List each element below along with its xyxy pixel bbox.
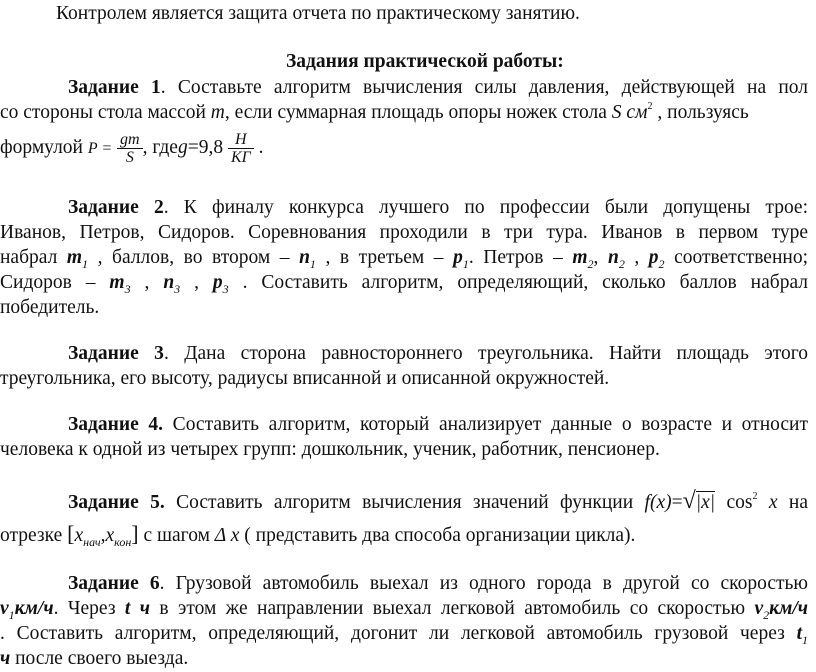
task6-label: Задание 6	[68, 573, 160, 594]
task1-line2: со стороны стола массой m, если суммарная площадь опоры ножек стола S $см^2$ , пользуясь	[0, 101, 749, 123]
task1-label: Задание 1	[68, 77, 161, 98]
sqrt-icon: √	[682, 488, 696, 514]
task3-line1: Задание 3. Дана сторона равностороннего треугольника. Найти площадь этого	[68, 343, 808, 364]
task2-line2: Иванов, Петров, Сидоров. Соревнования проходили в три тура. Иванов в первом туре	[0, 222, 808, 243]
pressure-formula-lhs: P =	[87, 140, 113, 157]
task2-line5: победитель.	[0, 297, 100, 318]
task5-label: Задание 5.	[68, 492, 165, 513]
task2-line4: Сидоров – $m_3$ , $n_3$ , $p_3$ . Составить алгоритм, определяющий, сколько баллов набрал	[0, 272, 808, 296]
task1-line1: Задание 1. Составьте алгоритм вычисления силы давления, действующей на пол	[68, 77, 808, 98]
task6-line3: . Составить алгоритм, определяющий, догонит ли легковой автомобиль грузовой через $t_1$	[0, 623, 808, 647]
task6-line1: Задание 6. Грузовой автомобиль выехал из одного города в другой со скоростью	[68, 573, 808, 594]
task6-line2: $v_1км/ч$. Через t ч в этом же направлении выехал легковой автомобиль со скоростью $v_2км/ч$	[0, 598, 808, 622]
pressure-formula-fraction: $\frac{gm}{S}$	[117, 131, 143, 166]
unit-fraction: $\frac{Н}{КГ}$	[228, 131, 254, 166]
task3-label: Задание 3	[68, 343, 164, 364]
task5-line1: Задание 5. Составить алгоритм вычисления значений функции f(x)=√|x| $\cos^2 x$ на	[68, 488, 809, 514]
task3-line2: треугольника, его высоту, радиусы вписанной и описанной окружностей.	[0, 368, 610, 389]
task5-line2: отрезке $[x_{нач},x_{кон}]$ с шагом Δ x ( представить два способа организации цикла).	[0, 521, 636, 549]
task4-label: Задание 4.	[68, 414, 164, 435]
control-line: Контролем является защита отчета по практическому занятию.	[56, 3, 580, 24]
task2-label: Задание 2	[68, 197, 164, 218]
page-title: Задания практической работы:	[286, 51, 564, 72]
task2-line1: Задание 2. К финалу конкурса лучшего по профессии были допущены трое:	[68, 197, 808, 218]
delta-x: Δ x	[214, 525, 240, 546]
task2-line3: набрал $m_1$ , баллов, во втором – $n_1$ , в третьем – $p_1$. Петров – $m_2$, $n_2$ , $p_2$ соответственно;	[0, 247, 808, 271]
task4-line1: Задание 4. Составить алгоритм, который анализирует данные о возрасте и относит	[68, 414, 808, 435]
task1-line3: формулой P = $\frac{gm}{S}$ , гдеg=9,8 $\frac{Н}{КГ}$ .	[0, 131, 264, 167]
task6-line4: ч после своего выезда.	[0, 648, 189, 669]
task4-line2: человека к одной из четырех групп: дошкольник, ученик, работник, пенсионер.	[0, 439, 660, 460]
